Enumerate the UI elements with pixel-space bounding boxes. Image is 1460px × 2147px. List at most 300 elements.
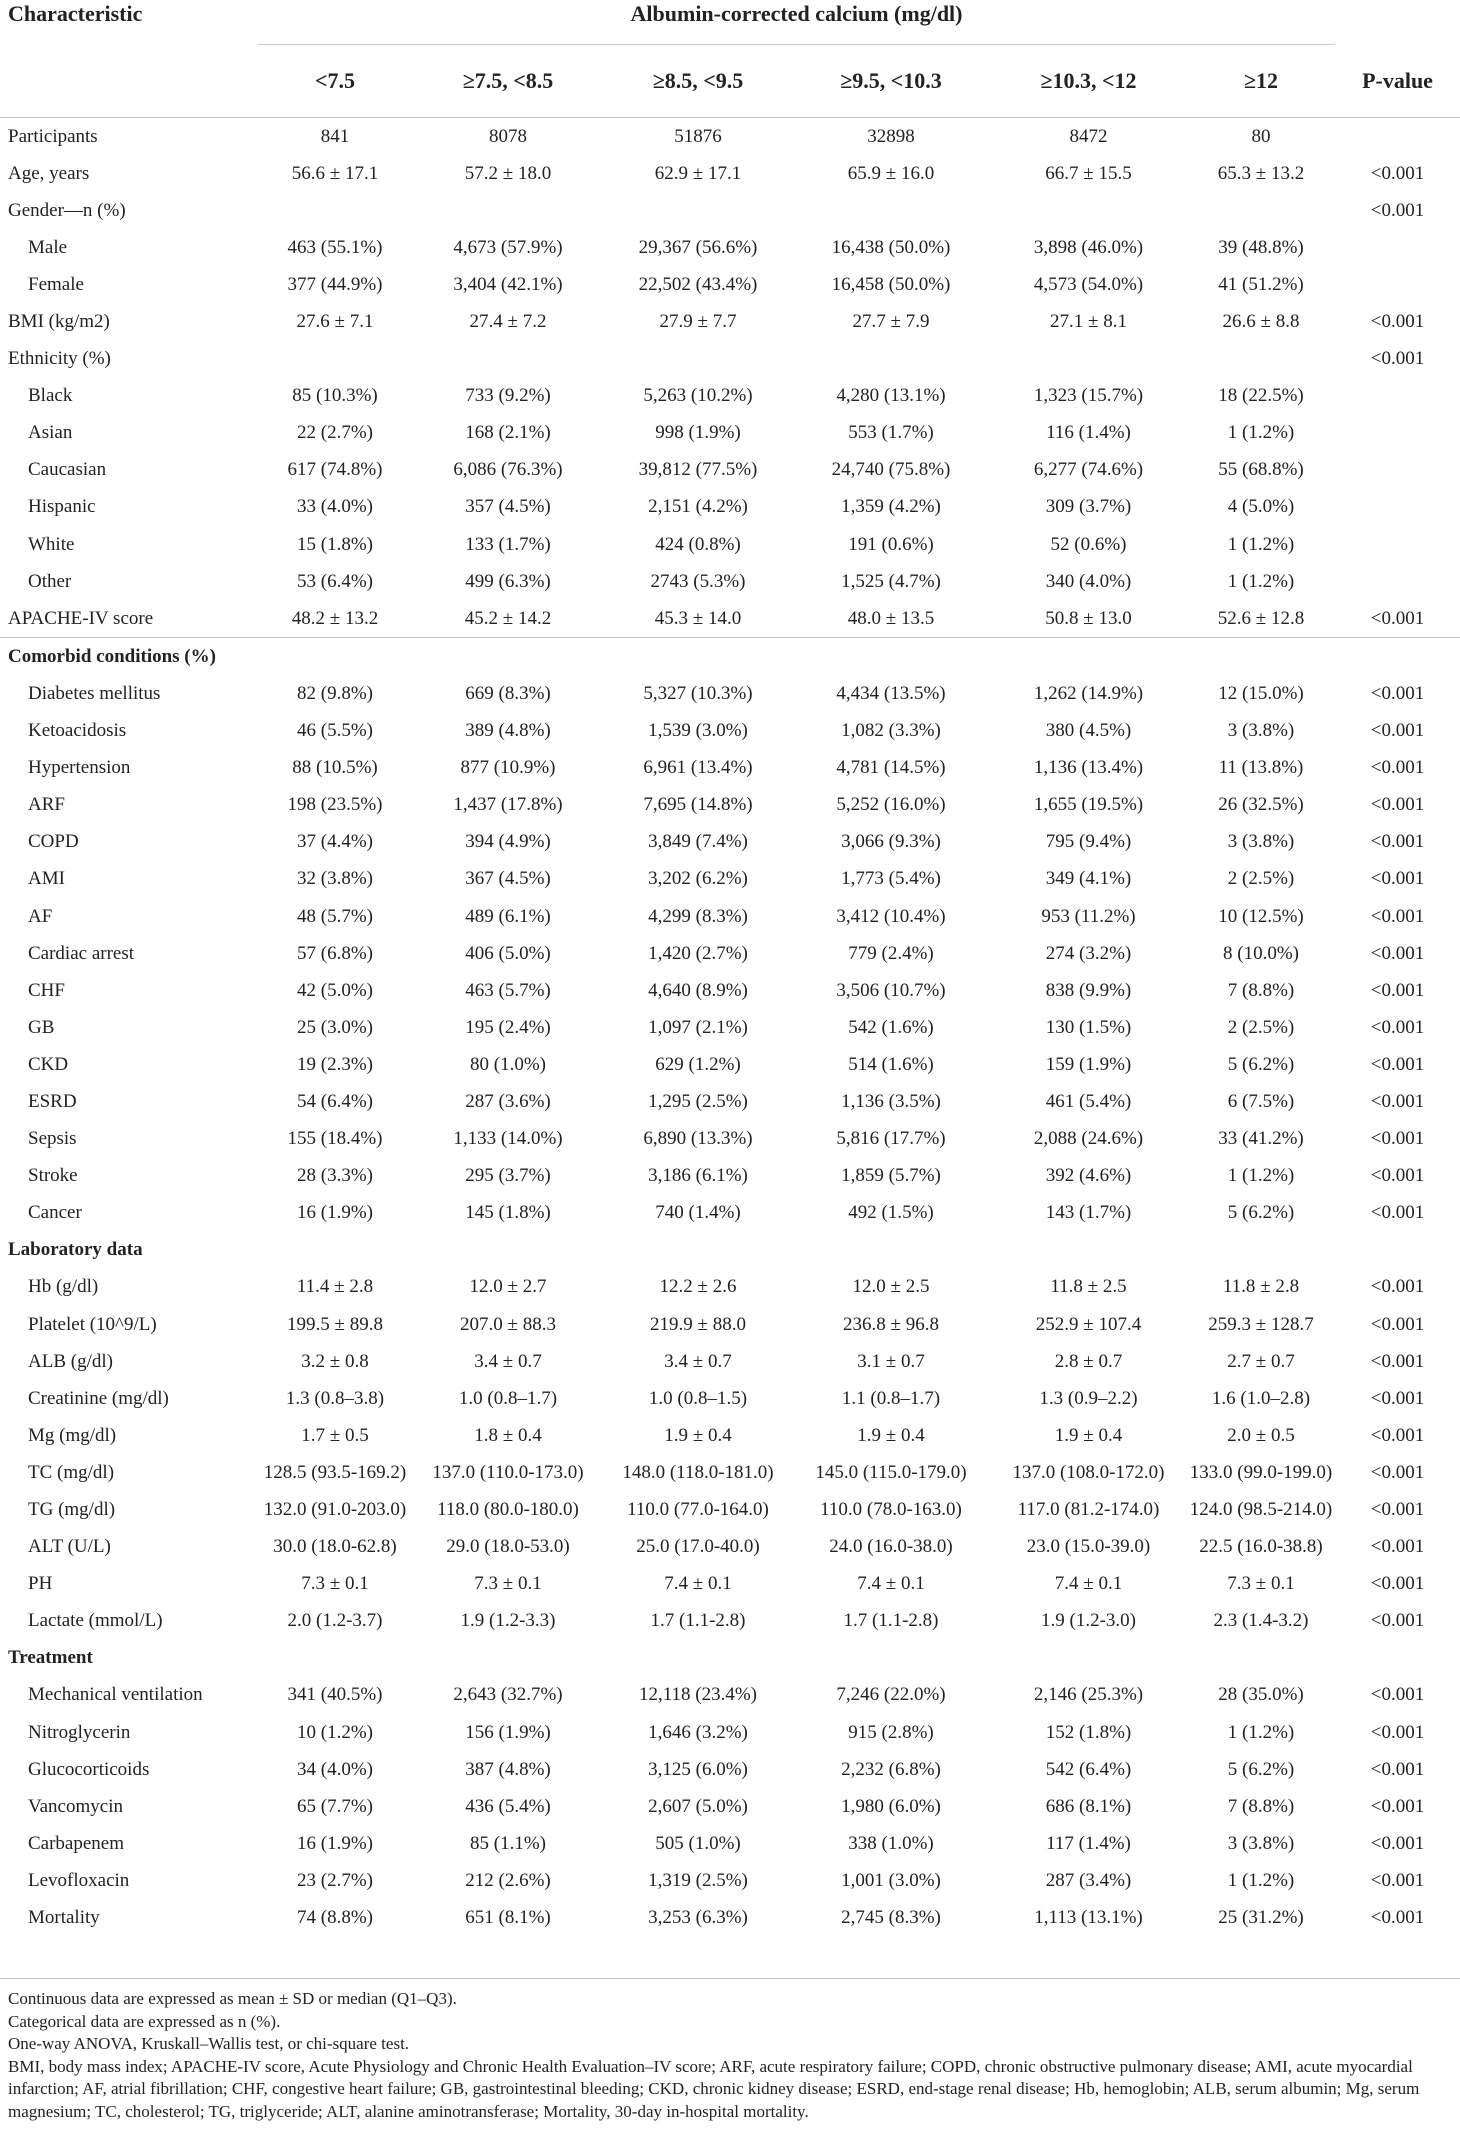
pvalue-cell: <0.001 <box>1370 1758 1425 1780</box>
table-cell: 953 (11.2%) <box>1041 905 1136 927</box>
table-cell <box>1187 638 1335 676</box>
table-cell: 287 (3.6%) <box>465 1090 551 1112</box>
table-row <box>0 1269 1460 1306</box>
table-cell: 39 (48.8%) <box>1218 236 1304 258</box>
table-cell: 4,280 (13.1%) <box>836 385 946 407</box>
table-cell: 128.5 (93.5-169.2) <box>263 1461 407 1483</box>
table-cell: 27.6 ± 7.1 <box>296 311 374 333</box>
table-cell: 3.4 ± 0.7 <box>474 1350 542 1372</box>
table-row <box>0 489 1460 526</box>
table-cell <box>990 1640 1187 1677</box>
table-cell: 25 (3.0%) <box>297 1016 373 1038</box>
row-label: Levofloxacin <box>28 1869 130 1891</box>
table-cell: 7.4 ± 0.1 <box>1054 1573 1123 1595</box>
table-row <box>0 1677 1460 1714</box>
table-cell: 5 (6.2%) <box>1227 1758 1295 1780</box>
table-cell: 33 (4.0%) <box>297 496 373 518</box>
table-row <box>0 1751 1460 1788</box>
row-label: Laboratory data <box>8 1239 143 1261</box>
table-cell: 34 (4.0%) <box>297 1758 373 1780</box>
table-cell: 651 (8.1%) <box>465 1907 551 1929</box>
footnote: BMI, body mass index; APACHE-IV score, Acute Physiology and Chronic Health Evaluation–IV score; ARF, acute respiratory failure; COPD, chronic obstructive pulmonary disease; AMI, acute myocardial infarction; AF, atrial fibrillation; CHF, congestive heart failure; GB, gastrointestinal bleeding; CKD, chronic kidney disease; ESRD, end-stage renal disease; Hb, hemoglobin; ALB, serum albumin; Mg, serum magnesium; TC, cholesterol; TG, triglyceride; ALT, alanine aminotransferase; Mortality, 30-day in-hospital mortality. <box>8 2056 1420 2121</box>
table-cell: 2,151 (4.2%) <box>648 496 748 518</box>
table-row <box>0 1714 1460 1751</box>
table-cell: 50.8 ± 13.0 <box>1045 607 1132 629</box>
table-cell: 130 (1.5%) <box>1045 1016 1132 1038</box>
table-cell: 338 (1.0%) <box>848 1832 934 1854</box>
table-cell: 295 (3.7%) <box>465 1165 551 1187</box>
table-row <box>0 1158 1460 1195</box>
table-cell: 7.3 ± 0.1 <box>301 1573 369 1595</box>
pvalue-cell: <0.001 <box>1370 607 1425 629</box>
pvalue-cell: <0.001 <box>1370 1461 1425 1483</box>
table-cell: 1,097 (2.1%) <box>648 1016 748 1038</box>
table-cell: 492 (1.5%) <box>848 1202 934 1224</box>
table-cell <box>258 1232 412 1269</box>
table-cell <box>990 638 1187 676</box>
table-cell: 7,695 (14.8%) <box>643 794 753 816</box>
pvalue-cell: <0.001 <box>1370 1573 1425 1595</box>
table-cell: 57.2 ± 18.0 <box>464 162 552 184</box>
table-cell: 3,125 (6.0%) <box>648 1758 748 1780</box>
row-label: BMI (kg/m2) <box>8 311 110 333</box>
table-cell: 463 (5.7%) <box>465 979 551 1001</box>
table-row <box>0 1380 1460 1417</box>
table-cell: 3 (3.8%) <box>1227 720 1295 742</box>
row-label: Vancomycin <box>28 1795 123 1817</box>
table-row <box>0 638 1460 676</box>
row-label: Asian <box>28 422 73 444</box>
table-cell: 7 (8.8%) <box>1227 1795 1295 1817</box>
table-row <box>0 1306 1460 1343</box>
pvalue-cell: <0.001 <box>1370 905 1425 927</box>
table-cell: 394 (4.9%) <box>465 831 551 853</box>
table-cell: 2.0 (1.2-3.7) <box>287 1610 383 1632</box>
row-label: Platelet (10^9/L) <box>28 1313 157 1335</box>
table-cell: 143 (1.7%) <box>1045 1202 1132 1224</box>
pvalue-cell: <0.001 <box>1370 348 1425 370</box>
table-row <box>0 1454 1460 1491</box>
table-row <box>0 935 1460 972</box>
pvalue-cell: <0.001 <box>1370 1165 1425 1187</box>
row-label: White <box>28 533 75 555</box>
table-cell: 392 (4.6%) <box>1045 1165 1132 1187</box>
row-label: Hispanic <box>28 496 96 518</box>
table-cell: 1,859 (5.7%) <box>841 1165 941 1187</box>
table-row <box>0 1788 1460 1825</box>
table-cell: 85 (1.1%) <box>470 1832 546 1854</box>
table-cell: 25.0 (17.0-40.0) <box>636 1536 760 1558</box>
table-cell: 74 (8.8%) <box>297 1907 373 1929</box>
table-cell: 2 (2.5%) <box>1227 868 1295 890</box>
row-label: Carbapenem <box>28 1832 125 1854</box>
table-row <box>0 750 1460 787</box>
table-cell: 22 (2.7%) <box>297 422 373 444</box>
table-cell: 37 (4.4%) <box>297 831 373 853</box>
table-cell: 406 (5.0%) <box>465 942 551 964</box>
pvalue-cell <box>1335 452 1460 489</box>
table-cell <box>604 638 792 676</box>
row-label: Gender—n (%) <box>8 199 126 221</box>
table-cell: 1.0 (0.8–1.5) <box>648 1387 748 1409</box>
table-cell <box>412 341 604 378</box>
row-label: PH <box>28 1573 53 1595</box>
table-cell: 48 (5.7%) <box>297 905 373 927</box>
table-cell <box>258 341 412 378</box>
table-cell: 877 (10.9%) <box>460 757 556 779</box>
pvalue-cell <box>1335 378 1460 415</box>
table-cell <box>1187 341 1335 378</box>
table-cell: 1,262 (14.9%) <box>1033 682 1144 704</box>
table-cell <box>412 638 604 676</box>
table-cell: 8 (10.0%) <box>1223 942 1299 964</box>
pvalue-cell: <0.001 <box>1370 162 1425 184</box>
table-cell: 287 (3.4%) <box>1045 1869 1132 1891</box>
table-cell: 1 (1.2%) <box>1227 1721 1295 1743</box>
row-label: Hypertension <box>28 757 131 779</box>
table-row <box>0 713 1460 750</box>
table-cell: 52.6 ± 12.8 <box>1217 607 1305 629</box>
table-cell: 309 (3.7%) <box>1045 496 1132 518</box>
pvalue-cell <box>1335 563 1460 600</box>
table-cell: 39,812 (77.5%) <box>638 459 758 481</box>
table-cell <box>990 1232 1187 1269</box>
table-cell: 65.9 ± 16.0 <box>847 162 935 184</box>
pvalue-cell: <0.001 <box>1370 1536 1425 1558</box>
row-label: Age, years <box>8 162 90 184</box>
table-cell: 514 (1.6%) <box>848 1053 934 1075</box>
table-cell: 4,673 (57.9%) <box>453 236 563 258</box>
table-cell: 841 <box>320 125 350 147</box>
table-cell: 1,525 (4.7%) <box>841 570 941 592</box>
table-cell: 733 (9.2%) <box>465 385 551 407</box>
row-label: Mechanical ventilation <box>28 1684 203 1706</box>
column-header: ≥12 <box>1243 68 1279 93</box>
table-cell: 27.1 ± 8.1 <box>1050 311 1127 333</box>
table-row <box>0 192 1460 229</box>
table-cell: 110.0 (77.0-164.0) <box>627 1499 769 1521</box>
table-cell: 212 (2.6%) <box>465 1869 551 1891</box>
table-cell: 66.7 ± 15.5 <box>1045 162 1132 184</box>
table-cell: 3,404 (42.1%) <box>453 273 563 295</box>
table-row <box>0 155 1460 192</box>
table-cell: 3,506 (10.7%) <box>836 979 946 1001</box>
table-cell: 22.5 (16.0-38.8) <box>1199 1536 1323 1558</box>
table-cell: 3 (3.8%) <box>1227 831 1295 853</box>
pvalue-cell: <0.001 <box>1370 1090 1425 1112</box>
table-row <box>0 526 1460 563</box>
table-cell: 12.0 ± 2.5 <box>852 1276 930 1298</box>
table-cell: 110.0 (78.0-163.0) <box>820 1499 962 1521</box>
pvalue-cell: <0.001 <box>1370 1795 1425 1817</box>
table-row <box>0 600 1460 638</box>
table-cell: 26.6 ± 8.8 <box>1222 311 1300 333</box>
table-cell: 11.4 ± 2.8 <box>296 1276 374 1298</box>
table-cell: 1 (1.2%) <box>1227 1165 1295 1187</box>
table-row <box>0 563 1460 600</box>
group-title-header: Albumin-corrected calcium (mg/dl) <box>258 0 1335 45</box>
table-cell: 55 (68.8%) <box>1218 459 1304 481</box>
table-cell: 3.2 ± 0.8 <box>301 1350 369 1372</box>
table-row <box>0 972 1460 1009</box>
table-cell: 15 (1.8%) <box>297 533 373 555</box>
table-cell: 1,420 (2.7%) <box>648 942 748 964</box>
table-cell: 3,202 (6.2%) <box>648 868 748 890</box>
row-label: Sepsis <box>28 1128 77 1150</box>
table-cell: 1,773 (5.4%) <box>841 868 941 890</box>
table-cell: 357 (4.5%) <box>465 496 551 518</box>
table-cell: 1,001 (3.0%) <box>841 1869 941 1891</box>
table-cell: 148.0 (118.0-181.0) <box>622 1461 774 1483</box>
table-cell: 629 (1.2%) <box>655 1053 741 1075</box>
table-cell: 1,136 (3.5%) <box>841 1090 941 1112</box>
table-cell: 542 (1.6%) <box>848 1016 934 1038</box>
table-cell: 11.8 ± 2.5 <box>1050 1276 1127 1298</box>
table-cell: 16,438 (50.0%) <box>831 236 951 258</box>
table-cell: 5,252 (16.0%) <box>836 794 946 816</box>
table-cell: 32 (3.8%) <box>297 868 373 890</box>
row-label: Cancer <box>28 1202 82 1224</box>
table-cell: 27.9 ± 7.7 <box>659 311 737 333</box>
row-label: AMI <box>28 868 65 890</box>
row-label: Diabetes mellitus <box>28 682 161 704</box>
pvalue-cell: <0.001 <box>1370 794 1425 816</box>
pvalue-cell: <0.001 <box>1370 831 1425 853</box>
table-cell: 387 (4.8%) <box>465 1758 551 1780</box>
table-cell: 1.7 ± 0.5 <box>301 1424 369 1446</box>
row-label: Male <box>28 236 68 258</box>
table-cell: 1.8 ± 0.4 <box>474 1424 542 1446</box>
table-cell <box>1187 1640 1335 1677</box>
table-row <box>0 452 1460 489</box>
table-body <box>0 118 1460 1937</box>
table-cell: 198 (23.5%) <box>287 794 383 816</box>
table-cell: 1,319 (2.5%) <box>648 1869 748 1891</box>
row-label: Female <box>28 273 84 295</box>
table-cell: 133 (1.7%) <box>465 533 551 555</box>
table-cell: 12,118 (23.4%) <box>638 1684 758 1706</box>
pvalue-cell: <0.001 <box>1370 1313 1425 1335</box>
table-cell: 10 (1.2%) <box>297 1721 373 1743</box>
table-cell: 2.3 (1.4-3.2) <box>1213 1610 1309 1632</box>
table-cell: 1.9 (1.2-3.0) <box>1041 1610 1136 1632</box>
table-cell: 7,246 (22.0%) <box>836 1684 946 1706</box>
table-cell: 1,646 (3.2%) <box>648 1721 748 1743</box>
table-cell <box>604 341 792 378</box>
table-row <box>0 861 1460 898</box>
table-cell: 1.3 (0.8–3.8) <box>285 1387 385 1409</box>
table-cell: 11 (13.8%) <box>1218 757 1304 779</box>
table-cell: 33 (41.2%) <box>1218 1128 1304 1150</box>
table-cell: 340 (4.0%) <box>1045 570 1132 592</box>
table-cell: 505 (1.0%) <box>655 1832 741 1854</box>
pvalue-cell: <0.001 <box>1370 868 1425 890</box>
pvalue-cell: <0.001 <box>1370 720 1425 742</box>
row-label: Stroke <box>28 1165 78 1187</box>
table-row <box>0 1343 1460 1380</box>
table-cell: 7.4 ± 0.1 <box>857 1573 925 1595</box>
table-cell <box>258 1640 412 1677</box>
table-cell <box>258 638 412 676</box>
pvalue-cell: <0.001 <box>1370 311 1425 333</box>
table-row <box>0 1232 1460 1269</box>
row-label: COPD <box>28 831 79 853</box>
pvalue-cell: <0.001 <box>1370 757 1425 779</box>
table-cell: 46 (5.5%) <box>297 720 373 742</box>
pvalue-cell <box>1335 1232 1460 1269</box>
table-row <box>0 1566 1460 1603</box>
table-cell: 56.6 ± 17.1 <box>291 162 379 184</box>
pvalue-cell: <0.001 <box>1370 1684 1425 1706</box>
table-cell: 2 (2.5%) <box>1227 1016 1295 1038</box>
table-cell: 1.7 (1.1-2.8) <box>843 1610 939 1632</box>
row-label: Ethnicity (%) <box>8 348 111 370</box>
table-cell: 80 <box>1251 125 1271 147</box>
table-cell: 52 (0.6%) <box>1050 533 1127 555</box>
table-row <box>0 1640 1460 1677</box>
table-cell: 3.1 ± 0.7 <box>857 1350 925 1372</box>
pvalue-cell <box>1335 1640 1460 1677</box>
table-cell: 45.2 ± 14.2 <box>464 607 552 629</box>
table-row <box>0 266 1460 303</box>
table-cell: 3,253 (6.3%) <box>648 1907 748 1929</box>
pvalue-cell: <0.001 <box>1370 1202 1425 1224</box>
table-cell: 2,643 (32.7%) <box>453 1684 563 1706</box>
table-cell: 16,458 (50.0%) <box>831 273 951 295</box>
table-row <box>0 1603 1460 1640</box>
row-label: CKD <box>28 1053 69 1075</box>
row-label: Glucocorticoids <box>28 1758 150 1780</box>
table-cell: 199.5 ± 89.8 <box>287 1313 383 1335</box>
table-cell: 24.0 (16.0-38.0) <box>829 1536 953 1558</box>
table-cell: 145 (1.8%) <box>465 1202 551 1224</box>
row-label: Comorbid conditions (%) <box>0 638 258 676</box>
table-cell: 48.2 ± 13.2 <box>291 607 379 629</box>
table-cell: 137.0 (108.0-172.0) <box>1012 1461 1165 1483</box>
table-row <box>0 1529 1460 1566</box>
table-cell: 117.0 (81.2-174.0) <box>1017 1499 1160 1521</box>
table-cell: 159 (1.9%) <box>1045 1053 1132 1075</box>
table-cell: 152 (1.8%) <box>1045 1721 1132 1743</box>
table-cell: 1,437 (17.8%) <box>453 794 563 816</box>
table-cell: 5,263 (10.2%) <box>643 385 753 407</box>
table-cell: 389 (4.8%) <box>465 720 551 742</box>
table-cell: 11.8 ± 2.8 <box>1222 1276 1300 1298</box>
table-cell: 22,502 (43.4%) <box>638 273 758 295</box>
table-cell: 349 (4.1%) <box>1045 868 1132 890</box>
table-cell <box>604 192 792 229</box>
table-cell <box>990 192 1187 229</box>
table-cell: 80 (1.0%) <box>470 1053 546 1075</box>
table-cell: 795 (9.4%) <box>1045 831 1132 853</box>
pvalue-cell: <0.001 <box>1370 942 1425 964</box>
table-cell: 6,890 (13.3%) <box>643 1128 753 1150</box>
table-cell: 3,186 (6.1%) <box>648 1165 748 1187</box>
pvalue-cell: <0.001 <box>1370 1907 1425 1929</box>
pvalue-cell: <0.001 <box>1370 1499 1425 1521</box>
table-cell: 2,232 (6.8%) <box>841 1758 941 1780</box>
table-cell: 3,898 (46.0%) <box>1033 236 1144 258</box>
table-cell: 53 (6.4%) <box>297 570 373 592</box>
table-cell <box>990 341 1187 378</box>
table-cell: 1,539 (3.0%) <box>648 720 748 742</box>
table-row <box>0 341 1460 378</box>
table-cell: 85 (10.3%) <box>292 385 378 407</box>
table-cell: 6,961 (13.4%) <box>643 757 753 779</box>
pvalue-cell: <0.001 <box>1370 979 1425 1001</box>
table-cell: 27.7 ± 7.9 <box>852 311 930 333</box>
table-cell: 1.9 (1.2-3.3) <box>460 1610 556 1632</box>
table-cell: 838 (9.9%) <box>1045 979 1132 1001</box>
table-cell: 12 (15.0%) <box>1218 682 1304 704</box>
table-cell <box>1187 192 1335 229</box>
table-row <box>0 1417 1460 1454</box>
table-cell: 1,295 (2.5%) <box>648 1090 748 1112</box>
table-cell: 28 (3.3%) <box>297 1165 373 1187</box>
table-cell: 30.0 (18.0-62.8) <box>273 1536 397 1558</box>
table-cell: 236.8 ± 96.8 <box>843 1313 939 1335</box>
table-cell: 274 (3.2%) <box>1045 942 1132 964</box>
table-cell: 1.9 ± 0.4 <box>664 1424 732 1446</box>
table-cell: 42 (5.0%) <box>297 979 373 1001</box>
table-cell: 19 (2.3%) <box>297 1053 373 1075</box>
table-cell: 16 (1.9%) <box>297 1202 373 1224</box>
table-cell: 499 (6.3%) <box>465 570 551 592</box>
table-cell: 6,086 (76.3%) <box>453 459 563 481</box>
table-cell: 168 (2.1%) <box>465 422 551 444</box>
table-cell: 26 (32.5%) <box>1218 794 1304 816</box>
row-label: Creatinine (mg/dl) <box>28 1387 169 1409</box>
table-cell: 23 (2.7%) <box>297 1869 373 1891</box>
row-label: Lactate (mmol/L) <box>28 1610 163 1632</box>
table-cell: 1 (1.2%) <box>1227 533 1295 555</box>
table-cell: 62.9 ± 17.1 <box>654 162 742 184</box>
table-cell: 54 (6.4%) <box>297 1090 373 1112</box>
table-cell: 2,607 (5.0%) <box>648 1795 748 1817</box>
table-cell: 1,082 (3.3%) <box>841 720 941 742</box>
table-cell: 4,434 (13.5%) <box>836 682 946 704</box>
table-cell: 463 (55.1%) <box>287 236 383 258</box>
pvalue-cell <box>1335 526 1460 563</box>
table-cell: 10 (12.5%) <box>1218 905 1304 927</box>
table-row <box>0 303 1460 340</box>
table-cell <box>604 1232 792 1269</box>
table-row <box>0 1491 1460 1528</box>
table-cell: 41 (51.2%) <box>1218 273 1304 295</box>
table-cell: 156 (1.9%) <box>465 1721 551 1743</box>
table-cell: 51876 <box>674 125 722 147</box>
table-cell: 5 (6.2%) <box>1227 1053 1295 1075</box>
pvalue-cell: <0.001 <box>1370 1869 1425 1891</box>
characteristic-header: Characteristic <box>8 1 143 26</box>
column-header: <7.5 <box>314 68 356 93</box>
table-cell: 2.0 ± 0.5 <box>1227 1424 1295 1446</box>
pvalue-cell: <0.001 <box>1370 1424 1425 1446</box>
row-label: Mortality <box>28 1907 100 1929</box>
row-label: Nitroglycerin <box>28 1721 131 1743</box>
table-cell: 4,781 (14.5%) <box>836 757 946 779</box>
pvalue-cell: <0.001 <box>1370 682 1425 704</box>
table-cell: 65 (7.7%) <box>297 1795 373 1817</box>
table-cell <box>258 192 412 229</box>
table-cell: 5 (6.2%) <box>1227 1202 1295 1224</box>
table-row <box>0 378 1460 415</box>
table-cell: 124.0 (98.5-214.0) <box>1189 1499 1333 1521</box>
table-cell: 117 (1.4%) <box>1046 1832 1131 1854</box>
table-cell: 4,299 (8.3%) <box>648 905 748 927</box>
column-header: ≥7.5, <8.5 <box>462 68 554 93</box>
column-header: ≥10.3, <12 <box>1040 68 1137 93</box>
